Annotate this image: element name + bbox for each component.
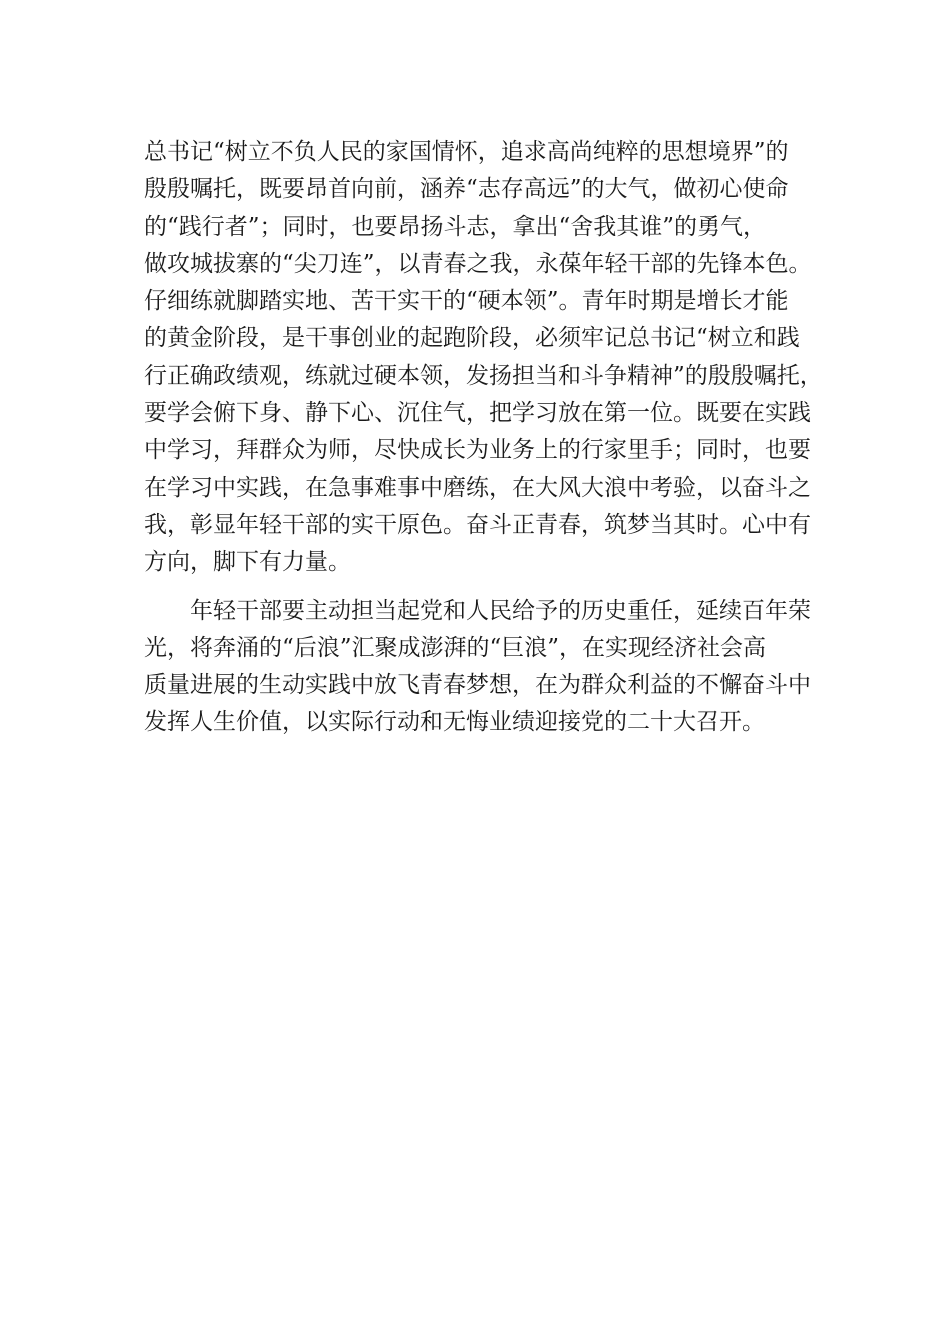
text-line: 方向，脚下有力量。: [144, 549, 351, 576]
text-line: 我，彰显年轻干部的实干原色。奋斗正青春，筑梦当其时。心中有: [144, 511, 811, 538]
text-line: 在学习中实践，在急事难事中磨练，在大风大浪中考验，以奋斗之: [144, 474, 811, 501]
text-line: 年轻干部要主动担当起党和人民给予的历史重任，延续百年荣: [190, 597, 811, 624]
text-line: 光，将奔涌的“后浪”汇聚成澎湃的“巨浪”，在实现经济社会高: [144, 634, 767, 661]
text-line: 总书记“树立不负人民的家国情怀，追求高尚纯粹的思想境界”的: [144, 139, 789, 165]
paragraph-1: [144, 134, 824, 582]
text-line: 做攻城拔寨的“尖刀连”，以青春之我，永葆年轻干部的先锋本色。: [144, 250, 812, 277]
text-line: 中学习，拜群众为师，尽快成长为业务上的行家里手；同时，也要: [144, 437, 811, 464]
text-line: 发挥人生价值，以实际行动和无悔业绩迎接党的二十大召开。: [144, 709, 765, 736]
text-line: 殷殷嘱托，既要昂首向前，涵养“志存高远”的大气，做初心使命: [144, 176, 789, 203]
paragraph-2: [144, 593, 824, 742]
text-line: 要学会俯下身、静下心、沉住气，把学习放在第一位。既要在实践: [144, 400, 811, 427]
text-line: 质量进展的生动实践中放飞青春梦想，在为群众利益的不懈奋斗中: [144, 672, 811, 699]
text-line: 的“践行者”；同时，也要昂扬斗志，拿出“舍我其谁”的勇气，: [144, 213, 767, 240]
text-line: 仔细练就脚踏实地、苦干实干的“硬本领”。青年时期是增长才能: [144, 288, 789, 315]
document-body: [144, 134, 824, 742]
text-line: 的黄金阶段，是干事创业的起跑阶段，必须牢记总书记“树立和践: [144, 325, 800, 352]
text-line: 行正确政绩观，练就过硬本领，发扬担当和斗争精神”的殷殷嘱托，: [144, 362, 823, 389]
